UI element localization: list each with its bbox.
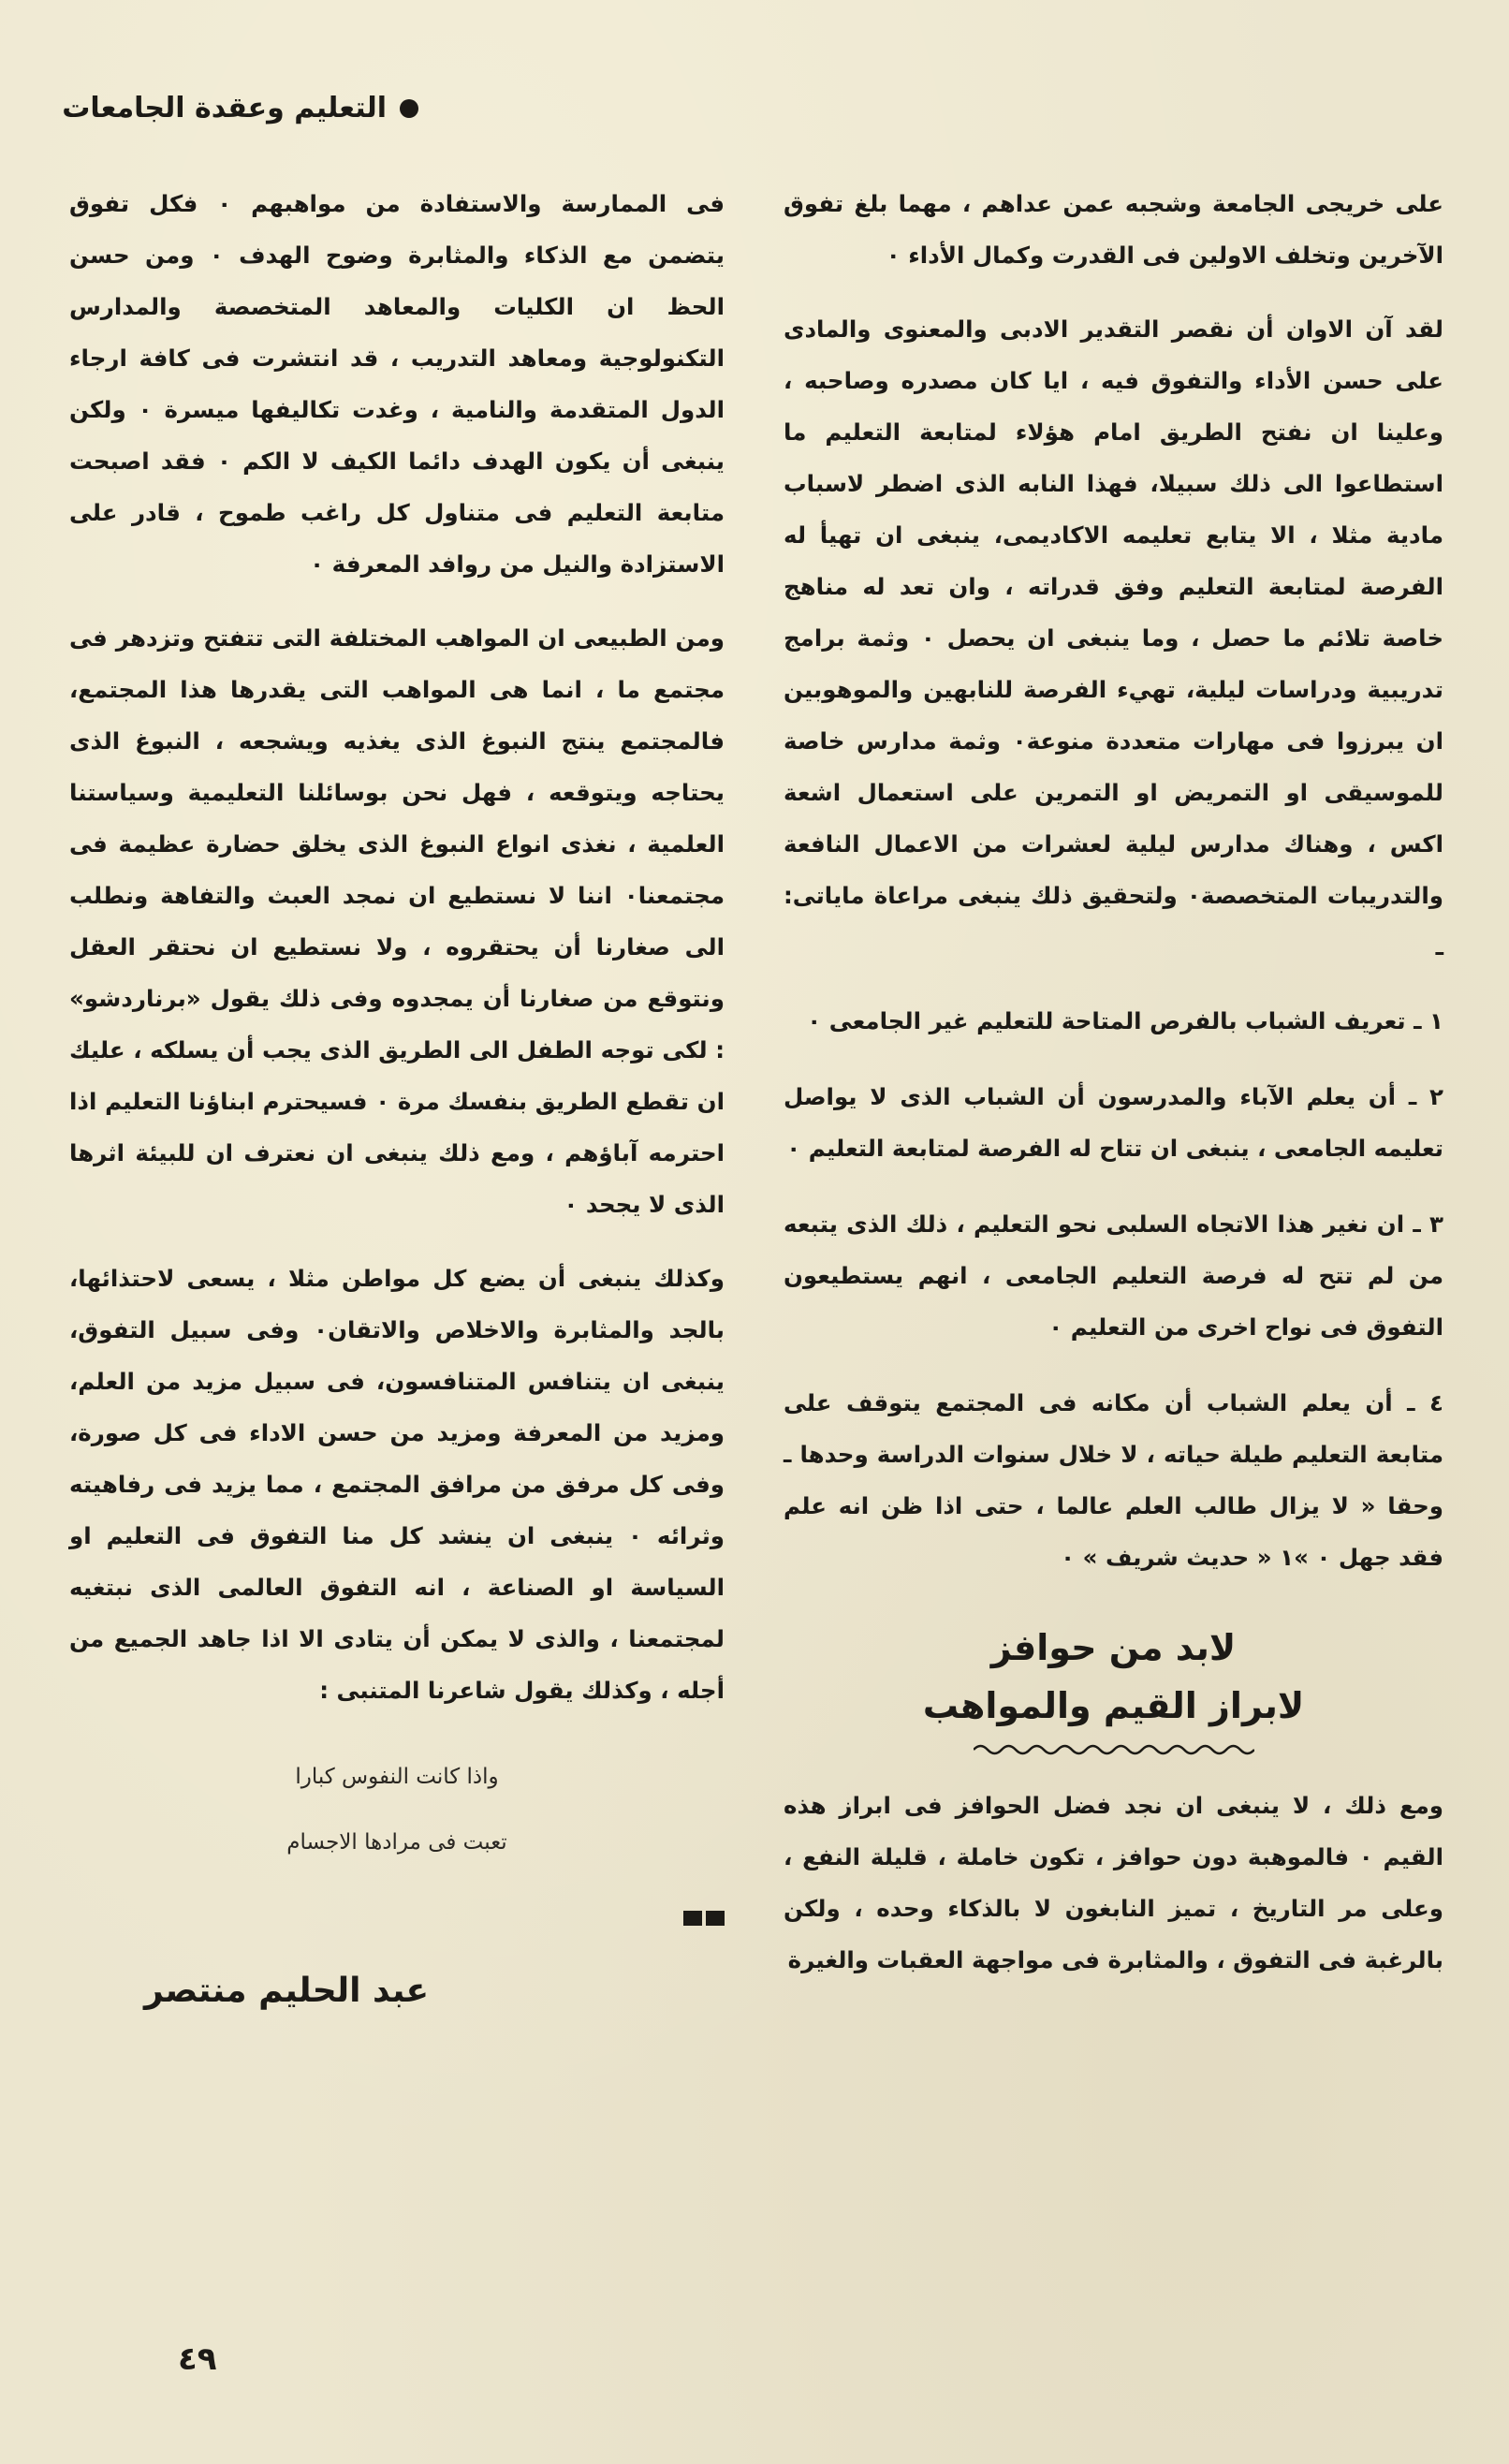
page-number: ٤٩: [178, 2340, 217, 2378]
right-paragraph-3: ومع ذلك ، لا ينبغى ان نجد فضل الحوافز فى ابراز هذه القيم ٠ فالموهبة دون حوافز ، تكون خاملة ، قليلة النفع ، وعلى مر التاريخ ، تميز النابغون لا بالذكاء وحده ، ولكن بالرغبة فى التفوق ، والمثابرة فى مواجهة العقبات والغيرة: [784, 1792, 1443, 1973]
right-paragraph-1: على خريجى الجامعة وشجبه عمن عداهم ، مهما بلغ تفوق الآخرين وتخلف الاولين فى القدرت وكمال الأداء ٠: [784, 190, 1443, 269]
running-title: التعليم وعقدة الجامعات: [62, 92, 387, 125]
list-item-3: ٣ ـ ان نغير هذا الاتجاه السلبى نحو التعليم ، ذلك الذى يتبعه من لم تتح له فرصة التعليم الجامعى ، انهم يستطيعون التفوق فى نواح اخرى من التعليم ٠: [784, 1210, 1443, 1341]
left-column: [69, 178, 725, 2017]
left-paragraph-3: وكذلك ينبغى أن يضع كل مواطن مثلا ، يسعى لاحتذائها، بالجد والمثابرة والاخلاص والاتقان٠ وفى سبيل التفوق، ينبغى ان يتنافس المتنافسون، فى سبيل مزيد من العلم، ومزيد من المعرفة ومزيد من حسن الاداء فى كل صورة، وفى كل مرفق من مرافق المجتمع ، مما يزيد فى رفاهيته وثرائه ٠ ينبغى ان ينشد كل منا التفوق فى التعليم او السياسة او الصناعة ، انه التفوق العالمى الذى نبتغيه لمجتمعنا ، والذى لا يمكن أن يتادى الا اذا جاهد الجميع من أجله ، وكذلك يقول شاعرنا المتنبى :: [69, 1265, 725, 1704]
list-item-1: ١ ـ تعريف الشباب بالفرص المتاحة للتعليم غير الجامعى ٠: [807, 1007, 1443, 1034]
list-item-4: ٤ ـ أن يعلم الشباب أن مكانه فى المجتمع يتوقف على متابعة التعليم طيلة حياته ، لا خلال سنوات الدراسة وحدها ـ وحقا « لا يزال طالب العلم عالما ، حتى اذا ظن انه علم فقد جهل ٠ »١ « حديث شريف » ٠: [784, 1389, 1443, 1571]
section-heading: [784, 1619, 1443, 1735]
section-heading-line-1: لابد من حوافز: [990, 1627, 1237, 1668]
wavy-divider: [974, 1742, 1254, 1757]
left-paragraph-1: فى الممارسة والاستفادة من مواهبهم ٠ فكل تفوق يتضمن مع الذكاء والمثابرة وضوح الهدف ٠ ومن حسن الحظ ان الكليات والمعاهد المتخصصة والمدارس التكنولوجية ومعاهد التدريب ، قد انتشرت فى كافة ارجاء الدول المتقدمة والنامية ، وغدت تكاليفها ميسرة ٠ ولكن ينبغى أن يكون الهدف دائما الكيف لا الكم ٠ فقد اصبحت متابعة التعليم فى متناول كل راغب طموح ، قادر على الاستزادة والنيل من روافد المعرفة ٠: [69, 190, 725, 578]
poem-verse: [69, 1744, 725, 1875]
section-heading-line-2: لابراز القيم والمواهب: [922, 1685, 1305, 1726]
bullet-icon: [400, 99, 418, 118]
left-paragraph-2: ومن الطبيعى ان المواهب المختلفة التى تتفتح وتزدهر فى مجتمع ما ، انما هى المواهب التى يقدرها هذا المجتمع، فالمجتمع ينتج النبوغ الذى يغذيه ويشجعه ، النبوغ الذى يحتاجه ويتوقعه ، فهل نحن بوسائلنا التعليمية وسياستنا العلمية ، نغذى انواع النبوغ الذى يخلق حضارة عظيمة فى مجتمعنا٠ اننا لا نستطيع ان نمجد العبث والتفاهة ونطلب الى صغارنا أن يحتقروه ، ولا نستطيع ان نحتقر العقل ونتوقع من صغارنا أن يمجدوه وفى ذلك يقول «برناردشو» : لكى توجه الطفل الى الطريق الذى يجب أن يسلكه ، عليك ان تقطع الطريق بنفسك مرة ٠ فسيحترم ابناؤنا التعليم اذا احترمه آباؤهم ، ومع ذلك ينبغى ان نعترف ان للبيئة اثرها الذى لا يجحد ٠: [69, 624, 725, 1218]
end-marks-wrap: [69, 1894, 725, 1926]
verse-line-2: تعبت فى مرادها الاجسام: [286, 1830, 507, 1855]
end-of-article-icon: [683, 1911, 725, 1926]
list-item-2: ٢ ـ أن يعلم الآباء والمدرسون أن الشباب الذى لا يواصل تعليمه الجامعى ، ينبغى ان تتاح له الفرصة لمتابعة التعليم ٠: [784, 1083, 1443, 1162]
running-head: [62, 92, 418, 125]
author-name: عبد الحليم منتصر: [144, 1972, 430, 2010]
verse-line-1: واذا كانت النفوس كبارا: [295, 1765, 499, 1789]
right-column: [784, 178, 1443, 2008]
right-paragraph-2: لقد آن الاوان أن نقصر التقدير الادبى والمعنوى والمادى على حسن الأداء والتفوق فيه ، ايا كان مصدره وصاحبه ، وعلينا ان نفتح الطريق امام هؤلاء لمتابعة التعليم ما استطاعوا الى ذلك سبيلا، فهذا النابه الذى اضطر لاسباب مادية مثلا ، الا يتابع تعليمه الاكاديمى، ينبغى ان تهيأ له الفرصة لمتابعة التعليم وفق قدراته ، وان تعد له مناهج خاصة تلائم ما حصل ، وما ينبغى ان يحصل ٠ وثمة برامج تدريبية ودراسات ليلية، تهيء الفرصة للنابهين والموهوبين ان يبرزوا فى مهارات متعددة منوعة٠ وثمة مدارس خاصة للموسيقى او التمريض او التمرين على استعمال اشعة اكس ، وهناك مدارس ليلية لعشرات من الاعمال النافعة والتدريبات المتخصصة٠ ولتحقيق ذلك ينبغى مراعاة ماياتى: ـ: [784, 315, 1443, 961]
